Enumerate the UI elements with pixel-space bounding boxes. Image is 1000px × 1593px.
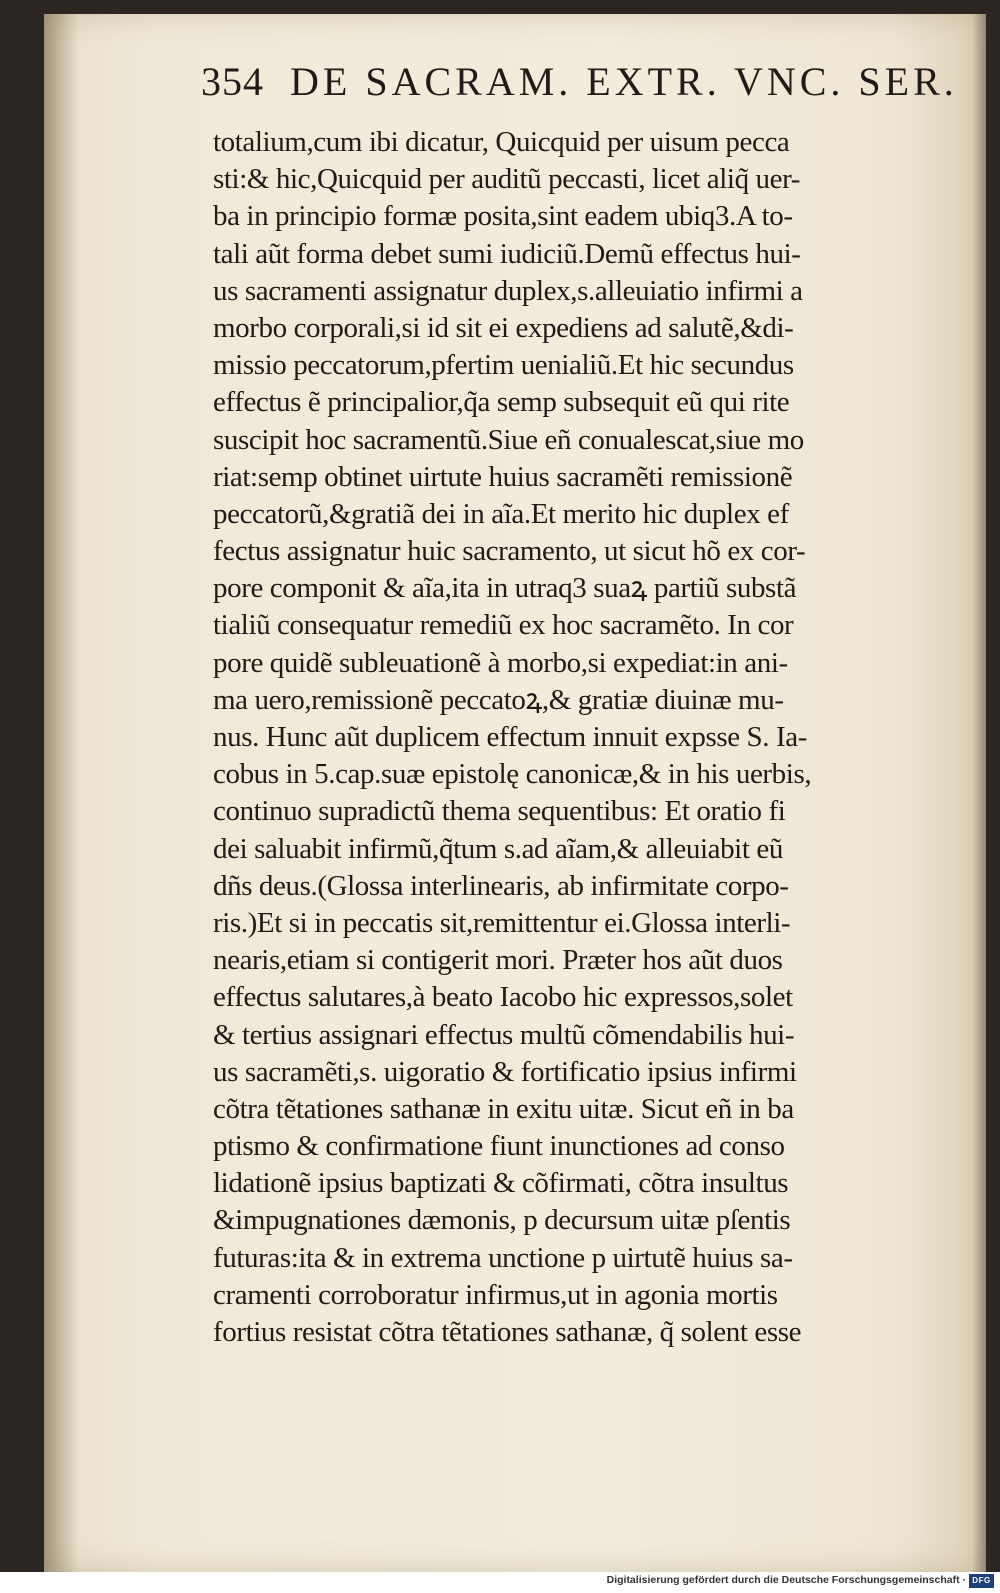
- text-line: effectus salutares,à beato Iacobo hic expressos,solet: [213, 981, 793, 1014]
- digitization-credit: Digitalisierung gefördert durch die Deutsche Forschungsgemeinschaft ·: [606, 1574, 966, 1586]
- text-line: effectus ẽ principalior,q̃a semp subsequit eũ qui rite: [213, 386, 790, 419]
- footer-bar: [0, 1572, 1000, 1593]
- text-line: peccatorũ,&gratiã dei in aĩa.Et merito hic duplex ef: [213, 497, 789, 530]
- dfg-logo: DFG: [969, 1574, 994, 1588]
- body-text: [213, 124, 928, 1351]
- text-line: ris.)Et si in peccatis sit,remittentur ei.Glossa interli-: [213, 906, 791, 939]
- text-line: us sacramenti assignatur duplex,s.alleuiatio infirmi a: [213, 274, 803, 307]
- text-line: riat:semp obtinet uirtute huius sacramẽti remissionẽ: [213, 460, 793, 493]
- text-line: ptismo & confirmatione fiunt inunctiones ad conso: [213, 1130, 785, 1163]
- text-line: continuo supradictũ thema sequentibus: Et oratio fi: [213, 795, 786, 828]
- text-line: & tertius assignari effectus multũ cõmendabilis hui-: [213, 1018, 795, 1051]
- page-number: 354: [201, 59, 264, 104]
- text-line: fortius resistat cõtra tẽtationes sathanæ, q̃ solent esse: [213, 1316, 802, 1348]
- text-line: sti:& hic,Quicquid per auditũ peccasti, licet aliq̃ uer-: [213, 163, 801, 196]
- text-line: dñs deus.(Glossa interlinearis, ab infirmitate corpo-: [213, 869, 789, 902]
- text-line: pore componit & aĩa,ita in utraq3 suaꝝ partiũ substã: [213, 572, 797, 605]
- text-line: pore quidẽ subleuationẽ à morbo,si expediat:in ani-: [213, 646, 788, 679]
- text-line: nus. Hunc aũt duplicem effectum innuit expsse S. Ia-: [213, 721, 807, 753]
- text-line: totalium,cum ibi dicatur, Quicquid per uisum pecca: [213, 126, 790, 158]
- text-line: fectus assignatur huic sacramento, ut sicut hõ ex cor-: [213, 535, 806, 568]
- text-line: suscipit hoc sacramentũ.Siue eñ conualescat,siue mo: [213, 423, 804, 456]
- text-line: tialiũ consequatur remediũ ex hoc sacramẽto. In cor: [213, 609, 794, 642]
- text-line: &impugnationes dæmonis, p decursum uitæ pſentis: [213, 1204, 791, 1237]
- text-line: cõtra tẽtationes sathanæ in exitu uitæ. Sicut eñ in ba: [213, 1092, 794, 1125]
- text-line: futuras:ita & in extrema unctione p uirtutẽ huius sa-: [213, 1241, 793, 1274]
- text-line: lidationẽ ipsius baptizati & cõfirmati, cõtra insultus: [213, 1167, 789, 1200]
- text-line: tali aũt forma debet sumi iudiciũ.Demũ effectus hui-: [213, 237, 801, 270]
- gutter-shadow: [44, 14, 78, 1572]
- text-line: ba in principio formæ posita,sint eadem ubiq3.A to-: [213, 200, 793, 233]
- text-line: dei saluabit infirmũ,q̃tum s.ad aĩam,& alleuiabit eũ: [213, 832, 783, 865]
- running-head-title: DE SACRAM. EXTR. VNC. SER.: [290, 59, 958, 104]
- text-line: ma uero,remissionẽ peccatoꝝ,& gratiæ diuinæ mu-: [213, 683, 784, 716]
- text-line: morbo corporali,si id sit ei expediens ad salutẽ,&di-: [213, 311, 794, 344]
- text-line: nearis,etiam si contigerit mori. Præter hos aũt duos: [213, 944, 783, 977]
- text-line: cramenti corroboratur infirmus,ut in agonia mortis: [213, 1278, 778, 1311]
- text-line: cobus in 5.cap.suæ epistolę canonicæ,& in his uerbis,: [213, 758, 812, 791]
- text-line: us sacramẽti,s. uigoratio & fortificatio ipsius infirmi: [213, 1055, 797, 1088]
- text-line: missio peccatorum,pfertim uenialiũ.Et hic secundus: [213, 349, 794, 382]
- page-edge-shadow: [972, 14, 986, 1572]
- running-head: [201, 58, 958, 118]
